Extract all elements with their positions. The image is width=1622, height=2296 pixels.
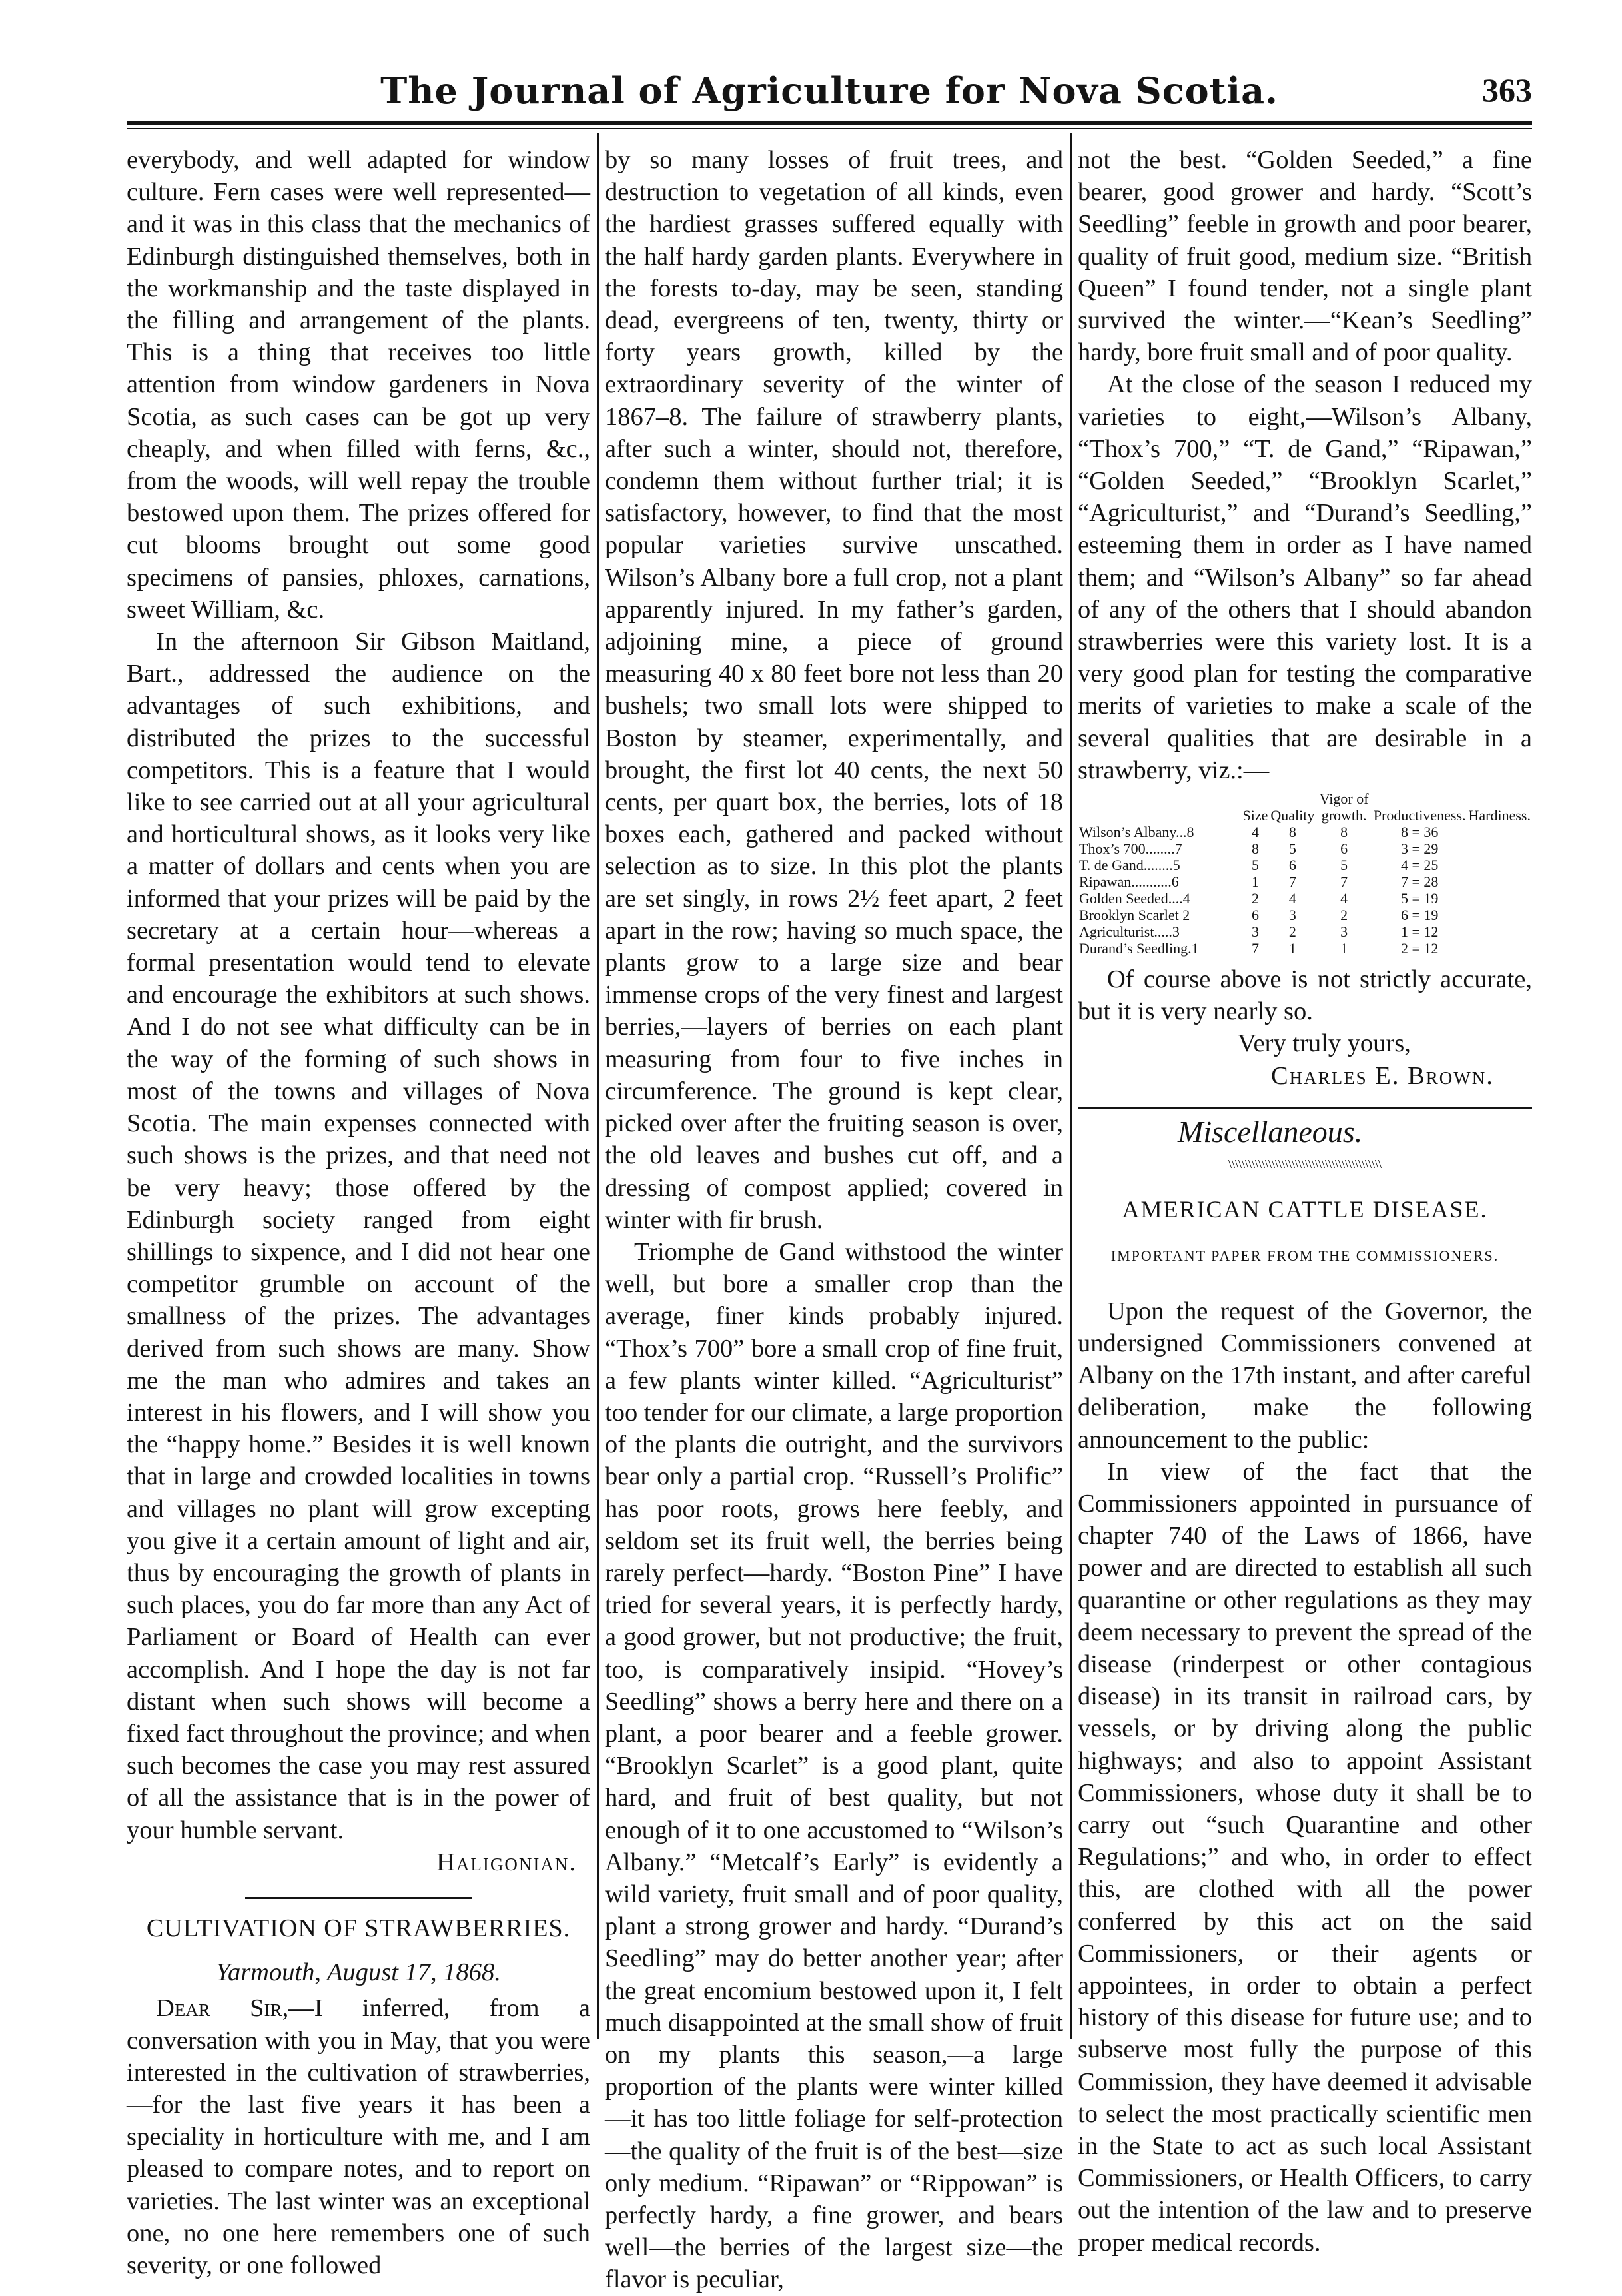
table-cell-empty <box>1467 824 1532 840</box>
paragraph: At the close of the season I reduced my varieties to eight,—Wilson’s Albany, “Thox’s 700,” “T. de Gand,” “Ripawan,” “Golden Seeded,” “Brooklyn Scarlet,” “Agriculturist,” and “Durand’s Seedling,” esteeming them in order as I have named them; and “Wilson’s Albany” so far ahead of any of the others that I should abandon strawberries were this variety lost. It is a very good plan for testing the comparative merits of varieties to make a scale of the several qualities that are desirable in a strawberry, viz.:— <box>1078 370 1532 784</box>
table-row <box>1078 857 1532 873</box>
table-row <box>1078 873 1532 890</box>
paragraph: In view of the fact that the Commissioners appointed in pursuance of chapter 740 of the Laws of 1866, have power and are directed to establish all such quarantine or other regulations as they may deem necessary to prevent the spread of the disease (rinderpest or other contagious disease) in its transit in railroad cars, by vessels, or by driving along the public highways; and also to appoint Assistant Commissioners, whose duty it shall be to carry out “such Quarantine and other Regulations;” and who, in order to effect this, are clothed with all the power conferred by this act on the said Commissioners, or their agents or appointees, in order to obtain a perfect history of this disease for future use; and to subserve most fully the purpose of this Commission, they have deemed it advisable to select the most practically scientific men in the State to act as such local Assistant Commissioners, or Health Officers, to carry out the intention of the law and to preserve proper medical records. <box>1078 1457 1532 2257</box>
table-row <box>1078 907 1532 923</box>
table-cell: 6 <box>1251 907 1259 924</box>
page-number: 363 <box>1482 71 1532 109</box>
section-heading: Miscellaneous. <box>1178 1114 1363 1149</box>
column-divider <box>597 133 599 2039</box>
table-cell: 2 <box>1251 890 1259 907</box>
table-cell: Golden Seeded....4 <box>1079 890 1190 907</box>
column-1 <box>127 144 590 2281</box>
letter-closing: Very truly yours, <box>1238 1029 1411 1058</box>
table-cell: 5 = 19 <box>1400 890 1439 907</box>
dateline: Yarmouth, August 17, 1868. <box>216 1958 501 1987</box>
table-header: Hardiness. <box>1468 807 1531 824</box>
table-cell: 7 <box>1288 873 1296 891</box>
table-cell: 4 <box>1340 890 1348 907</box>
table-cell-empty <box>1467 923 1532 940</box>
table-cell: 4 = 25 <box>1400 857 1439 874</box>
table-cell: Wilson’s Albany...8 <box>1079 824 1194 841</box>
table-cell: 8 <box>1288 824 1296 841</box>
header-rule-thin <box>127 128 1532 129</box>
table-cell: 7 = 28 <box>1400 873 1439 891</box>
column-2 <box>605 144 1063 2296</box>
table-cell: Brooklyn Scarlet 2 <box>1079 907 1190 924</box>
table-row <box>1078 824 1532 840</box>
table-cell: 4 <box>1288 890 1296 907</box>
paragraph: Upon the request of the Governor, the undersigned Commissioners convened at Albany on the 17th instant, and after careful deliberation, make the following announcement to the public: <box>1078 1297 1532 1454</box>
section-rule <box>1078 1107 1532 1109</box>
table-cell-empty <box>1467 840 1532 857</box>
table-cell: 7 <box>1251 940 1259 957</box>
table-cell-empty <box>1467 890 1532 907</box>
column-3 <box>1078 144 1532 2259</box>
table-cell: 1 <box>1340 940 1348 957</box>
article-subtitle: IMPORTANT PAPER FROM THE COMMISSIONERS. <box>1110 1247 1499 1265</box>
table-cell: 5 <box>1251 857 1259 874</box>
table-cell: 5 <box>1288 840 1296 858</box>
table-cell: 8 = 36 <box>1400 824 1439 841</box>
table-cell: 6 = 19 <box>1400 907 1439 924</box>
page-header <box>127 61 1532 115</box>
section-separator <box>245 1897 472 1899</box>
table-cell: 1 <box>1288 940 1296 957</box>
table-cell: Ripawan...........6 <box>1079 873 1179 891</box>
table-header-row <box>1078 790 1532 824</box>
table-row <box>1078 923 1532 940</box>
table-cell: 4 <box>1251 824 1259 841</box>
table-cell: 6 <box>1340 840 1348 858</box>
table-cell: 7 <box>1340 873 1348 891</box>
table-header: Quality <box>1270 807 1315 824</box>
journal-title: The Journal of Agriculture for Nova Scotia. <box>380 69 1278 112</box>
table-cell-empty <box>1467 907 1532 923</box>
letter-paragraph <box>127 1992 590 2281</box>
table-row <box>1078 840 1532 857</box>
signature: Haligonian. <box>436 1848 577 1876</box>
varieties-table <box>1078 790 1532 957</box>
table-cell: 8 <box>1340 824 1348 841</box>
table-cell: 1 <box>1251 873 1259 891</box>
table-cell: Durand’s Seedling.1 <box>1079 940 1199 957</box>
section-title: CULTIVATION OF STRAWBERRIES. <box>146 1914 571 1942</box>
table-row <box>1078 890 1532 907</box>
column-divider <box>1070 133 1072 2039</box>
table-header: Size <box>1242 807 1268 824</box>
table-cell: 2 = 12 <box>1400 940 1439 957</box>
paragraph: In the afternoon Sir Gibson Maitland, Bart., addressed the audience on the advantages of such exhibitions, and distributed the prizes to the successful competitors. This is a feature that I would like to see carried out at all your agricultural and horticultural shows, as it looks very like a matter of dollars and cents when you are informed that your prizes will be paid by the secretary at a certain hour—whereas a formal presentation would tend to elevate and encourage the exhibitors at such shows. And I do not see what difficulty can be in the way of the forming of such shows in most of the towns and villages of Nova Scotia. The main expenses connected with such shows is the prizes, and that need not be very heavy; those offered by the Edinburgh society ranged from eight shillings to sixpence, and I did not hear one competitor grumble on account of the smallness of the prizes. The advantages derived from such shows are many. Show me the man who admires and takes an interest in his flowers, and I will show you the “happy home.” Besides it is well known that in large and crowded localities in towns and villages no plant will grow excepting you give it a certain amount of light and air, thus by encouraging the growth of plants in such places, you do far more than any Act of Parliament or Board of Health can ever accomplish. And I hope the day is not far distant when such shows will become a fixed fact throughout the province; and when such becomes the case you may rest assured of all the assistance that is in the power of your humble servant. <box>127 628 590 1844</box>
table-cell: 1 = 12 <box>1400 923 1439 941</box>
table-cell-empty <box>1467 940 1532 957</box>
table-cell: 2 <box>1288 923 1296 941</box>
table-row <box>1078 940 1532 957</box>
header-rule <box>127 121 1532 125</box>
table-cell: 3 <box>1288 907 1296 924</box>
paragraph: not the best. “Golden Seeded,” a fine bearer, good grower and hardy. “Scott’s Seedling” feeble in growth and poor bearer, quality of fruit good, medium size. “British Queen” I found tender, not a single plant survived the winter.—“Kean’s Seedling” hardy, bore fruit small and of poor quality. <box>1078 146 1532 367</box>
table-cell: 8 <box>1251 840 1259 858</box>
table-cell-empty <box>1467 857 1532 873</box>
table-header: Productiveness. <box>1373 807 1466 824</box>
table-cell: Agriculturist.....3 <box>1079 923 1180 941</box>
paragraph: Of course above is not strictly accurate, but it is very nearly so. <box>1078 965 1532 1026</box>
table-header-name <box>1078 790 1242 824</box>
table-cell: 3 = 29 <box>1400 840 1439 858</box>
paragraph: by so many losses of fruit trees, and destruction to vegetation of all kinds, even the hardiest grasses suffered equally with the half hardy garden plants. Everywhere in the forests to-day, may be seen, standing dead, evergreens of ten, twenty, thirty or forty years growth, killed by the extraordinary severity of the winter of 1867–8. The failure of strawberry plants, after such a winter, should not, therefore, condemn them without further trial; it is satisfactory, however, to find that the most popular varieties survive unscathed. Wilson’s Albany bore a full crop, not a plant apparently injured. In my father’s garden, adjoining mine, a piece of ground measuring 40 x 80 feet bore not less than 20 bushels; two small lots were shipped to Boston by steamer, experimentally, and brought, the first lot 40 cents, the next 50 cents, per quart box, the berries, lots of 18 boxes each, gathered and packed without selection as to size. In this plot the plants are set singly, in rows 2½ feet apart, 2 feet apart in the row; having so much space, the plants grow to a large size and bear immense crops of the very finest and largest berries,—layers of berries on each plant measuring from four to five inches in circumference. The ground is kept clear, picked over after the fruiting season is over, the old leaves and bushes cut off, and a dressing of compost applied; covered in winter with fir brush. <box>605 146 1063 1234</box>
paragraph: everybody, and well adapted for window culture. Fern cases were well represented—and it was in this class that the mechanics of Edinburgh distinguished themselves, both in the workmanship and the taste displayed in the filling and arrangement of the plants. This is a thing that receives too little attention from window gardeners in Nova Scotia, as such cases can be got up very cheaply, and when filled with ferns, &c., from the woods, will well repay the trouble bestowed upon them. The prizes offered for cut blooms brought out some good specimens of pansies, phloxes, carnations, sweet William, &c. <box>127 146 590 624</box>
signature: Charles E. Brown. <box>1271 1061 1494 1090</box>
table-cell: 3 <box>1340 923 1348 941</box>
table-cell: 5 <box>1340 857 1348 874</box>
table-cell: 6 <box>1288 857 1296 874</box>
paragraph: Triomphe de Gand withstood the winter well, but bore a smaller crop than the average, finer kinds probably injured. “Thox’s 700” bore a small crop of fine fruit, a few plants winter killed. “Agriculturist” too tender for our climate, a large proportion of the plants die outright, and the survivors bear only a partial crop. “Russell’s Prolific” has poor roots, grows here feebly, and seldom set its fruit well, the berries being rarely perfect—hardy. “Boston Pine” I have tried for several years, it is perfectly hardy, a good grower, but not productive; the fruit, too, is comparatively insipid. “Hovey’s Seedling” shows a berry here and there on a plant, a poor bearer and a feeble grower. “Brooklyn Scarlet” is a good plant, quite hard, and fruit of best quality, but not enough of it to one accustomed to “Wilson’s Albany.” “Metcalf’s Early” is evidently a wild variety, fruit small and of poor quality, plant a strong grower and hardy. “Durand’s Seedling” may do better another year; after the great encomium bestowed upon it, I felt much disappointed at the small show of fruit on my plants this season,—a large proportion of the plants were winter killed—it has too little foliage for self-protection—the quality of the fruit is of the best—size only medium. “Ripawan” or “Rippowan” is perfectly hardy, a fine grower, and bears well—the berries of the largest size—the flavor is peculiar, <box>605 1237 1063 2294</box>
article-title: AMERICAN CATTLE DISEASE. <box>1122 1196 1488 1223</box>
table-cell: Thox’s 700........7 <box>1079 840 1182 858</box>
letter-text: —I inferred, from a conversation with you in May, that you were interested in the cultivation of strawberries,—for the last five years it has been a speciality in horticulture with me, and I am pleased to compare notes, and to report on varieties. The last winter was an exceptional one, no one here remembers one of such severity, or one followed <box>127 1994 590 2279</box>
table-cell: 3 <box>1251 923 1259 941</box>
ornament-rule: \\\\\\\\\\\\\\\\\\\\\\\\\\\\\\\\\\\\\\\\\\\\\\ <box>1228 1157 1382 1171</box>
table-header: Vigor of growth. <box>1319 790 1369 824</box>
table-cell: 2 <box>1340 907 1348 924</box>
salutation: Dear Sir, <box>156 1994 289 2023</box>
table-cell-empty <box>1467 873 1532 890</box>
table-cell: T. de Gand........5 <box>1079 857 1180 874</box>
